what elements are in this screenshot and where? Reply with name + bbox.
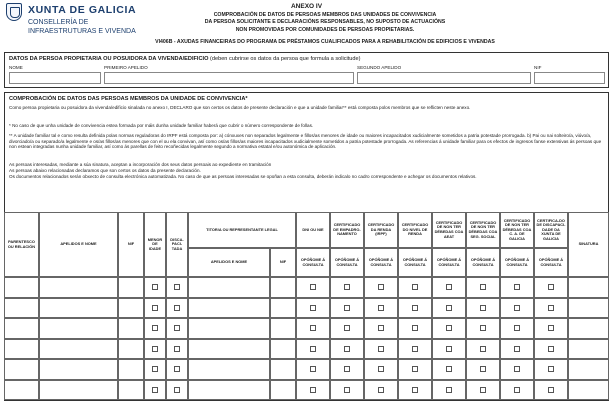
table-cell [432,298,466,319]
table-cell [144,339,166,360]
table-cell [364,318,398,339]
header-oppose-aeat: OPÓÑOME Á CONSULTA [432,248,466,277]
table-cell [296,318,330,339]
titor-apelidos-nome-cell[interactable] [188,380,270,401]
sinatura-cell[interactable] [568,380,609,401]
nif-cell[interactable] [118,359,144,380]
table-cell [364,339,398,360]
sinatura-cell[interactable] [568,318,609,339]
table-cell [364,298,398,319]
table-cell [466,359,500,380]
oppose-ss-checkbox[interactable] [480,305,486,311]
table-cell [534,318,568,339]
nome-label: NOME [9,65,23,70]
header-discapacitada: DISCA-PACI-TADA [166,212,188,277]
certify-paragraph: As persoas abaixo relacionadas declaramos que son certos os datos da presente declaración. [9,168,201,173]
members-section-title: COMPROBACIÓN DE DATOS DAS PERSOAS MEMBROS DA UNIDADE DE CONVIVENCIA* [9,96,248,102]
oppose-aeat-checkbox[interactable] [446,325,452,331]
table-cell [534,359,568,380]
oppose-aeat-checkbox[interactable] [446,284,452,290]
oppose-cag-checkbox[interactable] [514,325,520,331]
oppose-empadronamento-checkbox[interactable] [344,305,350,311]
nif-cell[interactable] [118,380,144,401]
titor-apelidos-nome-cell[interactable] [188,318,270,339]
table-cell [500,277,534,298]
table-cell [330,359,364,380]
nif-cell[interactable] [118,298,144,319]
oppose-cag-checkbox[interactable] [514,346,520,352]
oppose-nivel-renda-checkbox[interactable] [412,284,418,290]
nif-cell[interactable] [118,339,144,360]
department-line-2: INFRAESTRUTURAS E VIVENDA [28,27,136,35]
header-titor-nif: NIF [270,248,296,277]
header-nivel-renda: CERTIFICADO DO NIVEL DE RENDA [398,212,432,248]
annex-label: ANEXO IV [290,3,323,10]
parentesco-cell[interactable] [4,380,39,401]
table-cell [296,359,330,380]
oppose-aeat-checkbox[interactable] [446,346,452,352]
table-cell [466,298,500,319]
discapacitada-checkbox[interactable] [174,325,180,331]
header-nif: NIF [118,212,144,277]
oppose-discapacidade-checkbox[interactable] [548,305,554,311]
menor-idade-checkbox[interactable] [152,346,158,352]
table-cell [330,277,364,298]
department-line-1: CONSELLERÍA DE [28,19,89,26]
apelidos-nome-cell[interactable] [39,298,118,319]
owner-data-section [4,52,609,88]
oppose-discapacidade-checkbox[interactable] [548,366,554,372]
oppose-ss-checkbox[interactable] [480,284,486,290]
nome-field[interactable] [9,72,101,84]
oppose-empadronamento-checkbox[interactable] [344,366,350,372]
segundo-apelido-label: SEGUNDO APELIDO [357,65,402,70]
oppose-discapacidade-checkbox[interactable] [548,284,554,290]
parentesco-cell[interactable] [4,359,39,380]
table-cell [330,339,364,360]
table-cell [144,277,166,298]
table-cell [398,339,432,360]
table-cell [364,380,398,401]
table-cell [144,359,166,380]
table-cell [364,277,398,298]
apelidos-nome-cell[interactable] [39,380,118,401]
table-cell [432,339,466,360]
header-oppose-cag: OPÓÑOME Á CONSULTA [500,248,534,277]
oppose-dni-checkbox[interactable] [310,366,316,372]
sinatura-cell[interactable] [568,339,609,360]
table-cell [500,380,534,401]
discapacitada-checkbox[interactable] [174,305,180,311]
header-oppose-empadronamento: OPÓÑOME Á CONSULTA [330,248,364,277]
table-cell [398,277,432,298]
table-cell [330,298,364,319]
footnote-single: * No caso de que unha unidade de convivencia estea formada por máis dunha unidade familiar haberá que cubrir o número correspondente de follas. [9,123,314,128]
table-cell [364,359,398,380]
document-subtitle: VI406B - AXUDAS FINANCEIRAS DO PROGRAMA DE PRÉSTAMOS CUALIFICADOS PARA A REHABILITACIÓN DE EDIFICIOS E VIVENDAS [155,39,495,45]
table-cell [432,380,466,401]
oppose-dni-checkbox[interactable] [310,305,316,311]
parentesco-cell[interactable] [4,318,39,339]
oppose-cag-checkbox[interactable] [514,284,520,290]
table-cell [500,298,534,319]
sinatura-cell[interactable] [568,277,609,298]
oppose-discapacidade-checkbox[interactable] [548,387,554,393]
titor-nif-cell[interactable] [270,339,296,360]
oppose-discapacidade-checkbox[interactable] [548,325,554,331]
electronic-consult-paragraph: Os documentos relacionados serán obxecto de consulta electrónica automatizada. No caso de que as persoas interesadas se opoñan a esta consulta, deberán indicalo no cadro correspondente e achegar os documentos relativos. [9,174,477,179]
table-cell [398,298,432,319]
apelidos-nome-cell[interactable] [39,277,118,298]
menor-idade-checkbox[interactable] [152,284,158,290]
table-cell [330,380,364,401]
header-oppose-discapacidade: OPÓÑOME Á CONSULTA [534,248,568,277]
department-name [28,19,136,36]
oppose-nivel-renda-checkbox[interactable] [412,387,418,393]
document-title-line-2: DA PERSOA SOLICITANTE E DECLARACIÓNS RESPONSABLES, NO SUPOSTO DE ACTUACIÓNS [204,19,446,26]
table-cell [432,359,466,380]
oppose-dni-checkbox[interactable] [310,346,316,352]
primeiro-apelido-label: PRIMEIRO APELIDO [104,65,148,70]
owner-section-note: (deben cubrirse os datos da persoa que formula a solicitude) [210,56,361,62]
apelidos-nome-cell[interactable] [39,318,118,339]
segundo-apelido-field[interactable] [357,72,531,84]
table-cell [166,318,188,339]
table-cell [534,277,568,298]
oppose-cag-checkbox[interactable] [514,387,520,393]
titor-nif-cell[interactable] [270,380,296,401]
oppose-cag-checkbox[interactable] [514,305,520,311]
table-cell [166,359,188,380]
oppose-renda-checkbox[interactable] [378,305,384,311]
table-cell [296,298,330,319]
table-cell [466,339,500,360]
table-cell [296,277,330,298]
menor-idade-checkbox[interactable] [152,325,158,331]
table-cell [398,359,432,380]
table-cell [500,339,534,360]
titor-apelidos-nome-cell[interactable] [188,298,270,319]
table-cell [166,339,188,360]
header-sinatura: SINATURA [568,212,609,277]
menor-idade-checkbox[interactable] [152,305,158,311]
nif-cell[interactable] [118,277,144,298]
header-oppose-dni: OPÓÑOME Á CONSULTA [296,248,330,277]
header-renda-irpf: CERTIFICADO DA RENDA (IRPF) [364,212,398,248]
oppose-aeat-checkbox[interactable] [446,387,452,393]
table-cell [432,318,466,339]
document-title-line-3: NON PROMOVIDAS POR COMUNIDADES DE PERSOAS PROPIETARIAS. [235,26,415,33]
table-cell [534,380,568,401]
document-title-line-1: COMPROBACIÓN DE DATOS DE PERSOAS MEMBROS DAS UNIDADES DE CONVIVENCIA [213,12,437,18]
consent-paragraph: As persoas interesadas, mediante a súa sinatura, aceptan a incorporación dos seus datos persoais ao expediente en tramitación [9,162,272,167]
titor-apelidos-nome-cell[interactable] [188,339,270,360]
oppose-dni-checkbox[interactable] [310,387,316,393]
primeiro-apelido-field[interactable] [104,72,354,84]
discapacitada-checkbox[interactable] [174,284,180,290]
table-cell [330,318,364,339]
header-oppose-ss: OPÓÑOME Á CONSULTA [466,248,500,277]
oppose-dni-checkbox[interactable] [310,325,316,331]
table-cell [296,339,330,360]
table-cell [144,298,166,319]
oppose-ss-checkbox[interactable] [480,325,486,331]
table-cell [166,298,188,319]
oppose-renda-checkbox[interactable] [378,346,384,352]
table-cell [166,277,188,298]
oppose-empadronamento-checkbox[interactable] [344,346,350,352]
table-cell [466,380,500,401]
table-cell [534,298,568,319]
header-empadronamento: CERTIFICADO DE EMPADRO-NAMENTO [330,212,364,248]
table-cell [398,380,432,401]
oppose-renda-checkbox[interactable] [378,284,384,290]
header-parentesco: PARENTESCO OU RELACIÓN [4,212,39,277]
header-titor: TITOR/A OU REPRESENTANTE LEGAL [188,212,296,248]
header-oppose-nivel: OPÓÑOME Á CONSULTA [398,248,432,277]
table-cell [144,380,166,401]
apelidos-nome-cell[interactable] [39,359,118,380]
table-cell [144,318,166,339]
oppose-cag-checkbox[interactable] [514,366,520,372]
sinatura-cell[interactable] [568,298,609,319]
oppose-dni-checkbox[interactable] [310,284,316,290]
header-debedas-cag: CERTIFICADO DE NON TER DÉBEDAS COA C. A. DE GALICIA [500,212,534,248]
table-cell [296,380,330,401]
oppose-aeat-checkbox[interactable] [446,366,452,372]
table-cell [432,277,466,298]
titor-nif-cell[interactable] [270,277,296,298]
titor-nif-cell[interactable] [270,298,296,319]
oppose-discapacidade-checkbox[interactable] [548,346,554,352]
header-apelidos-nome: APELIDOS E NOME [39,212,118,277]
oppose-empadronamento-checkbox[interactable] [344,284,350,290]
apelidos-nome-cell[interactable] [39,339,118,360]
sinatura-cell[interactable] [568,359,609,380]
table-cell [534,339,568,360]
oppose-ss-checkbox[interactable] [480,366,486,372]
document-title [160,12,490,34]
footnote-family-unit: ** A unidade familiar tal e como resulta definida polas normas reguladoras do IRPF está composta por: a) cónxuxes non separados legalmente e fillos/as menores de idade ou maiores incapacitados xudicialmente sometidos a patria potestade prorrogada. b) Pai ou nai solteiro/a, viúvo/a, divorciado/a ou separado/a legalmente e os/as fillos/as menores que con el ou ela convivan, así como os/as fillos/as maiores incapacitados xudicialmente sometidos a patria potestade prorrogada. As referencias á unidade familiar para os efectos de ingresos fanse extensivas ás persoas que non estean integradas nunha unidade familiar, así como ás parellas de feito recoñecidas legalmente segundo a normativa estatal e/ou autonómica de aplicación. [9,133,602,150]
oppose-renda-checkbox[interactable] [378,387,384,393]
titor-apelidos-nome-cell[interactable] [188,277,270,298]
declaration-paragraph: Como persoa propietaria ou posuidora da vivenda/edificio sinalada no anexo I, DECLARO que son certos os datos de presente declaración e que a unidade familiar** está composta polos membros que se reflicten neste anexo. [9,105,471,110]
oppose-nivel-renda-checkbox[interactable] [412,325,418,331]
table-cell [398,318,432,339]
titor-nif-cell[interactable] [270,318,296,339]
org-name: XUNTA DE GALICIA [28,4,137,16]
table-cell [466,318,500,339]
header-oppose-renda: OPÓÑOME Á CONSULTA [364,248,398,277]
nif-cell[interactable] [118,318,144,339]
discapacitada-checkbox[interactable] [174,387,180,393]
header-debedas-aeat: CERTIFICADO DE NON TER DÉBEDAS COA AEAT [432,212,466,248]
oppose-empadronamento-checkbox[interactable] [344,325,350,331]
owner-section-title-text: DATOS DA PERSOA PROPIETARIA OU POSUIDORA DA VIVENDA/EDIFICIO [9,56,209,62]
owner-section-title [9,56,361,62]
oppose-nivel-renda-checkbox[interactable] [412,366,418,372]
table-cell [500,359,534,380]
header-debedas-ss: CERTIFICADO DE NON TER DÉBEDAS COA SEG. SOCIAL [466,212,500,248]
parentesco-cell[interactable] [4,339,39,360]
discapacitada-checkbox[interactable] [174,366,180,372]
table-cell [466,277,500,298]
parentesco-cell[interactable] [4,298,39,319]
titor-nif-cell[interactable] [270,359,296,380]
nif-field[interactable] [534,72,605,84]
oppose-renda-checkbox[interactable] [378,366,384,372]
menor-idade-checkbox[interactable] [152,387,158,393]
oppose-ss-checkbox[interactable] [480,346,486,352]
oppose-empadronamento-checkbox[interactable] [344,387,350,393]
header-titor-apelidos-nome: APELIDOS E NOME [188,248,270,277]
oppose-nivel-renda-checkbox[interactable] [412,346,418,352]
page-header [0,0,613,50]
table-cell [166,380,188,401]
discapacitada-checkbox[interactable] [174,346,180,352]
menor-idade-checkbox[interactable] [152,366,158,372]
oppose-ss-checkbox[interactable] [480,387,486,393]
header-dni-nie: DNI OU NIE [296,212,330,248]
table-cell [500,318,534,339]
members-table [4,212,609,401]
header-discapacidade: CERTIFICA-DO DE DISCAPACI-DADE DA XUNTA DE GALICIA [534,212,568,248]
titor-apelidos-nome-cell[interactable] [188,359,270,380]
oppose-nivel-renda-checkbox[interactable] [412,305,418,311]
oppose-renda-checkbox[interactable] [378,325,384,331]
nif-label: NIF [534,65,542,70]
parentesco-cell[interactable] [4,277,39,298]
header-menor-idade: MENOR DE IDADE [144,212,166,277]
oppose-aeat-checkbox[interactable] [446,305,452,311]
